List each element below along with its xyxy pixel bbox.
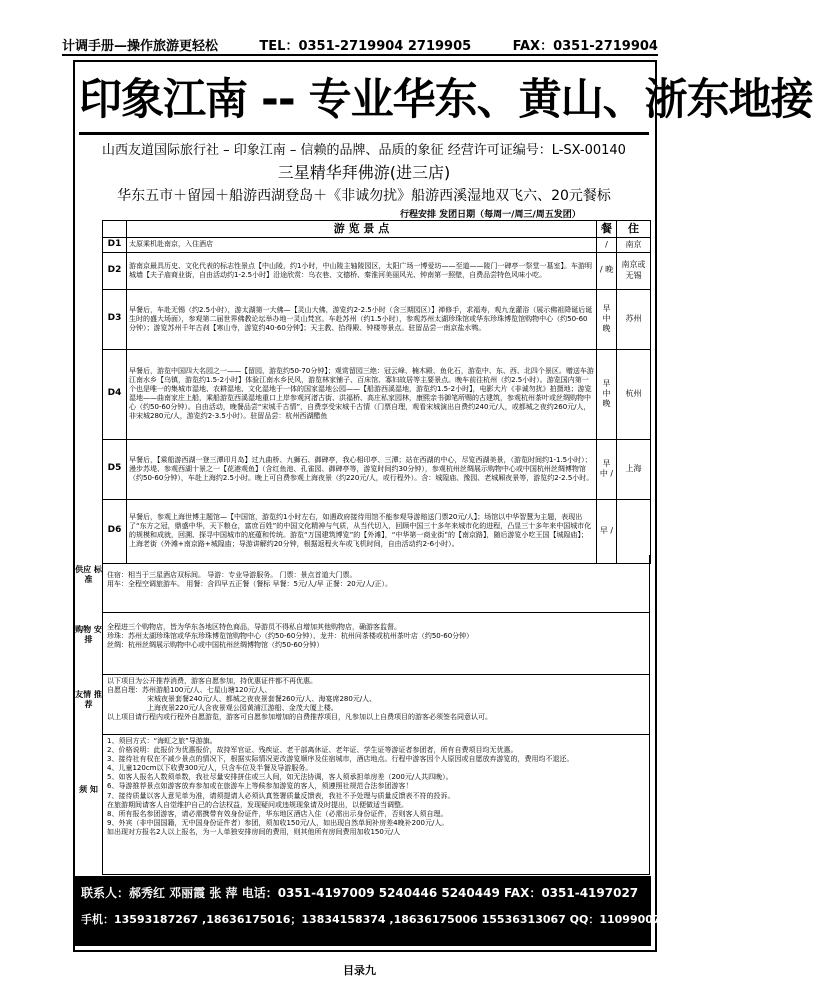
table-row [103,439,651,499]
supply-line: 住宿：相当于三星酒店双标间。 导游：专业导游服务。 门票：景点首道大门票。 [107,571,357,579]
notice-line: 8、所有报名参团游客，请必需携带有效身份证件，华东地区酒店入住（必需出示身份证件，否则客人须自理。 [107,809,448,818]
schedule-info [400,207,650,220]
notice-line: 7、接待质量以客人意见单为准，请须提请人必须认真签署质量反馈表，我社不予处理与质量反馈表不符的投诉。 [107,791,455,800]
desc-cell: 游南京最具历史、文化代表的标志性景点【中山陵，约1小时，中山陵主轴陵园区，太阳广场一博爱坊——至道——陵门一碑亭一祭堂一墓室】。车游明城墙【夫子庙商业街，自由活动约1-2.5小时】沿途欣赏：乌衣巷、文德桥、秦淮河美丽风光、钟南第一照壁，自费品尝特色风味小吃。 [127,252,597,289]
day-cell: D6 [103,499,127,563]
day-cell: D4 [103,349,127,439]
stay-cell: 南京或无锡 [617,252,651,289]
itinerary-table [102,220,651,564]
stay-cell: 苏州 [617,289,651,349]
header-tel: TEL：0351-2719904 2719905 [259,38,472,54]
stay-cell: 上海 [617,439,651,499]
banner-subtitle: 山西友道国际旅行社 – 印象江南 – 信赖的品牌、品质的象征 经营许可证编号：L-SX-00140 [102,143,626,158]
recommend-line: 以上项目请行程内或行程外自愿游览，游客可自愿参加增加的自费推荐项目，凡参加以上自费项目的游客必须签名同意认可。 [107,713,492,722]
notice-line: 在旅游期间请客人自觉维护自己的合法权益，发现疑问或违规现象请及时提出，以便做适当调整。 [107,800,408,809]
notice-line: 9、外宾（非中国国籍，无中国身份证件者）参团，须加收150元/人，如出现自然单间补房差4晚补200元/人。 [107,818,449,827]
contact-mobiles: 手机：13593187267 ,18636175016；13834158374 ,18636175006 15536313067 QQ：1109900785 936124816 261959589 [81,913,821,926]
shopping-label: 购物 安排 [75,625,102,644]
header-slogan: 计调手册—操作旅游更轻松 [62,38,219,54]
header-rule [62,54,658,56]
shopping-line: 丝绸：杭州丝绸展示购物中心或中国杭州丝绸博物馆（约50-60分钟） [107,641,324,650]
notice-line: 4、儿童120cm以下收费300元/人，只含车位及半餐及导游服务。 [107,764,313,773]
stay-cell: 南京 [617,238,651,253]
recommend-line: 宋城夜景套餐240元/人、都城之夜夜景套餐260元/人、海宴席280元/人、 [147,695,377,704]
recommend-label: 友情 推荐 [75,690,102,709]
contact-people: 联系人：郝秀红 邓丽霞 张 萍 电话：0351-4197009 5240446 5240449 FAX：0351-4197027 [81,886,639,900]
tour-route: 华东五市＋留园＋船游西湖登岛＋《非诚勿扰》船游西溪湿地双飞六、20元餐标 [117,188,611,204]
recommend-line: 以下项目为公开推荐消费，游客自愿参加，持优惠证件都不再优惠。 [107,677,317,685]
notice-section [102,735,650,875]
recommend-line: 自愿自理：苏州游船100元/人、七星山塘120元/人、 [107,686,272,695]
recommend-line: 上海夜景220元/人含夜景观公园黄浦江游船、金茂大厦上楼。 [147,704,338,713]
desc-cell: 太原乘机赴南京，入住酒店 [127,238,597,253]
notice-line: 2、价格说明：此报价为优惠报价，故持军官证、残疾证、老干部离休证、老年证、学生证等游证者参团者，所有自费项目均无优惠。 [107,746,518,755]
banner-divider [79,132,649,135]
supply-label: 供应 标准 [75,565,102,584]
recommend-section [102,675,650,735]
day-cell: D2 [103,252,127,289]
meal-col-header: 餐 [597,221,617,238]
tour-name: 三星精华拜佛游(进三店) [277,163,451,182]
schedule-label: 行程安排 [400,210,437,220]
table-row [103,252,651,289]
supply-line: 用车：全程空调旅游车。 用餐：含四早五正餐（餐标 早餐：5元/人/早 正餐：20元/人/正）。 [107,580,392,589]
desc-cell: 早餐后，参观上海世博主题馆—【中国馆，游览约1小时左右，如遇政府接待用馆不能参观导游赔送门票20元/人】；场馆以中华智慧为主题，表现出了“东方之冠，鼎盛中华，天下粮仓，富庶百姓”的中国文化精神与气质，从当代切入，回顾中国三十多年来城市化的进程，凸显三十多年来中国城市化的规模和成就，回溯、探寻中国城市的底蕴和传统。游览“万国建筑博览”的【外滩】，“中华第一商业街”的【南京路】，随后游览小吃王国【城隍庙】；上海老街（外滩+南京路+城隍庙；导游讲解约20分钟，根据返程火车或飞机时间，自由活动约2-6小时）。 [127,499,597,563]
desc-cell: 早餐后，【乘船游西湖一登三潭印月岛】过九曲桥、九狮石、御碑亭，我心相印亭、三潭；站在西湖的中心，尽览西湖美景，（游览时间约1-1.5小时）；漫步苏堤、参观西湖十景之一【花港观鱼】（含红鱼池、孔雀园、御碑亭等，游览时间约30分钟），参观杭州丝绸展示购物中心或中国杭州丝绸博物馆（约50-60分钟），车赴上海约2.5小时。晚上可自费参观上海夜景（约220元/人，或行程外）。含：城隍庙、豫园、老城厢夜景等，游览约2-2.5小时。 [127,439,597,499]
notice-line: 如出现对方报名2人以上报名，为一人单独安排房间的费用，则其他所有房间费用加收150元/人 [107,827,401,836]
stay-cell [617,499,651,563]
shopping-section [102,613,650,675]
day-cell: D5 [103,439,127,499]
supply-section [102,555,650,613]
desc-cell: 早餐后，车赴无锡（约2.5小时），游太湖第一大佛—【灵山大佛，游览约2-2.5小时（含三期园区）】禅修手，求福寿，观九龙灌浴（展示佛祖降诞后诞生时的盛大场面），参观第二届世界佛教论坛举办地一灵山梵宫。车赴苏州（约1.5小时），参观苏州太湖珍珠馆或华东珍珠博览馆购物中心（约50-60分钟）；游览苏州千年古刹【寒山寺，游览约40-60分钟】；天主教、拾得殿、钟楼等景点。驻留品尝一南京盐水鸭。 [127,289,597,349]
meal-cell: 早 中 晚 [597,349,617,439]
table-row [103,289,651,349]
depart-dates: 发团日期（每周一/周三/周五发团） [439,210,581,220]
stay-col-header: 住 [617,221,651,238]
header-bar [62,35,658,53]
stay-cell: 杭州 [617,349,651,439]
table-row [103,349,651,439]
meal-cell: / [597,238,617,253]
meal-cell: 早 中 晚 [597,289,617,349]
page-footer: 目录九 [343,964,376,977]
shopping-line: 全程进三个购物店，皆为华东各地区特色商品，导游员不得私自增加其他购物店，确游客监督。 [107,623,401,631]
desc-cell: 早餐后，游览中国四大名园之一——【留园，游览约50-70分钟】；观赏留园三绝：冠云峰、楠木殿、鱼化石，游览中、东、西、北四个景区。赠送车游江南水乡【乌镇，游览约1.5-2小时】体验江南水乡民风，游览林家铺子、百床馆、寡妇故居等主要景点。晚车前往杭州（约2.5小时）。游览国内第一个也是唯一的集城市湿地、农耕湿地、文化湿地于一体的国家湿地公园——【船游西溪湿地，游览约1.5-2小时】，电影大片《非诚勿扰》拍摄地；游览湿地——曲南家庄上船，乘船游览西溪湿地重口上岸参观河渚古街、洪福桥、高庄私家园林，康熙亲书御笔所赐的古建筑，参观杭州茶叶或丝绸购物中心（约50-60分钟）。自由活动，晚餐品尝“宋城千古情”，自费享受宋城千古情（门票自理，观看宋城演出自费约240元/人，或都城之夜约260元/人，非宋城280元/人，游览约2-3.5小时）。驻留品尝：杭州西湖醋鱼 [127,349,597,439]
meal-cell: 早 中 / [597,439,617,499]
header-fax: FAX：0351-2719904 [512,38,658,54]
meal-cell: 早 / [597,499,617,563]
day-cell: D1 [103,238,127,253]
banner-title: 印象江南 -- 专业华东、黄山、浙东地接 [79,75,813,125]
table-header-row [103,221,651,238]
day-cell: D3 [103,289,127,349]
notice-line: 6、导游推荐景点如游客放弃参加或在旅游车上等候参加游览的客人，须遵照社规范合法参团游客！ [107,782,413,791]
notice-line: 1、须回方式：“海虹之旅”导游旗。 [107,737,217,745]
day-col-header [103,221,127,238]
notice-line: 5、如客人报名人数须单数，我社尽量安排拼住或三人间，如无法协调，客人须承担单房差（200元/人共四晚）。 [107,773,453,782]
table-row [103,499,651,563]
table-row [103,238,651,253]
desc-col-header: 游 览 景 点 [127,221,597,238]
contact-block [75,876,821,946]
notice-label: 须 知 [79,785,98,794]
meal-cell: / 晚 [597,252,617,289]
shopping-line: 珍珠：苏州太湖珍珠馆或华东珍珠博览馆购物中心（约50-60分钟）、龙井：杭州问茶楼或杭州茶叶店（约50-60分钟） [107,632,474,641]
notice-line: 3、接待社有权在不减少景点的情况下，根据实际情况更改游览顺序及住宿城市，酒店地点。行程中游客因个人原因或自愿放弃游览的，费用均不退还。 [107,755,574,764]
